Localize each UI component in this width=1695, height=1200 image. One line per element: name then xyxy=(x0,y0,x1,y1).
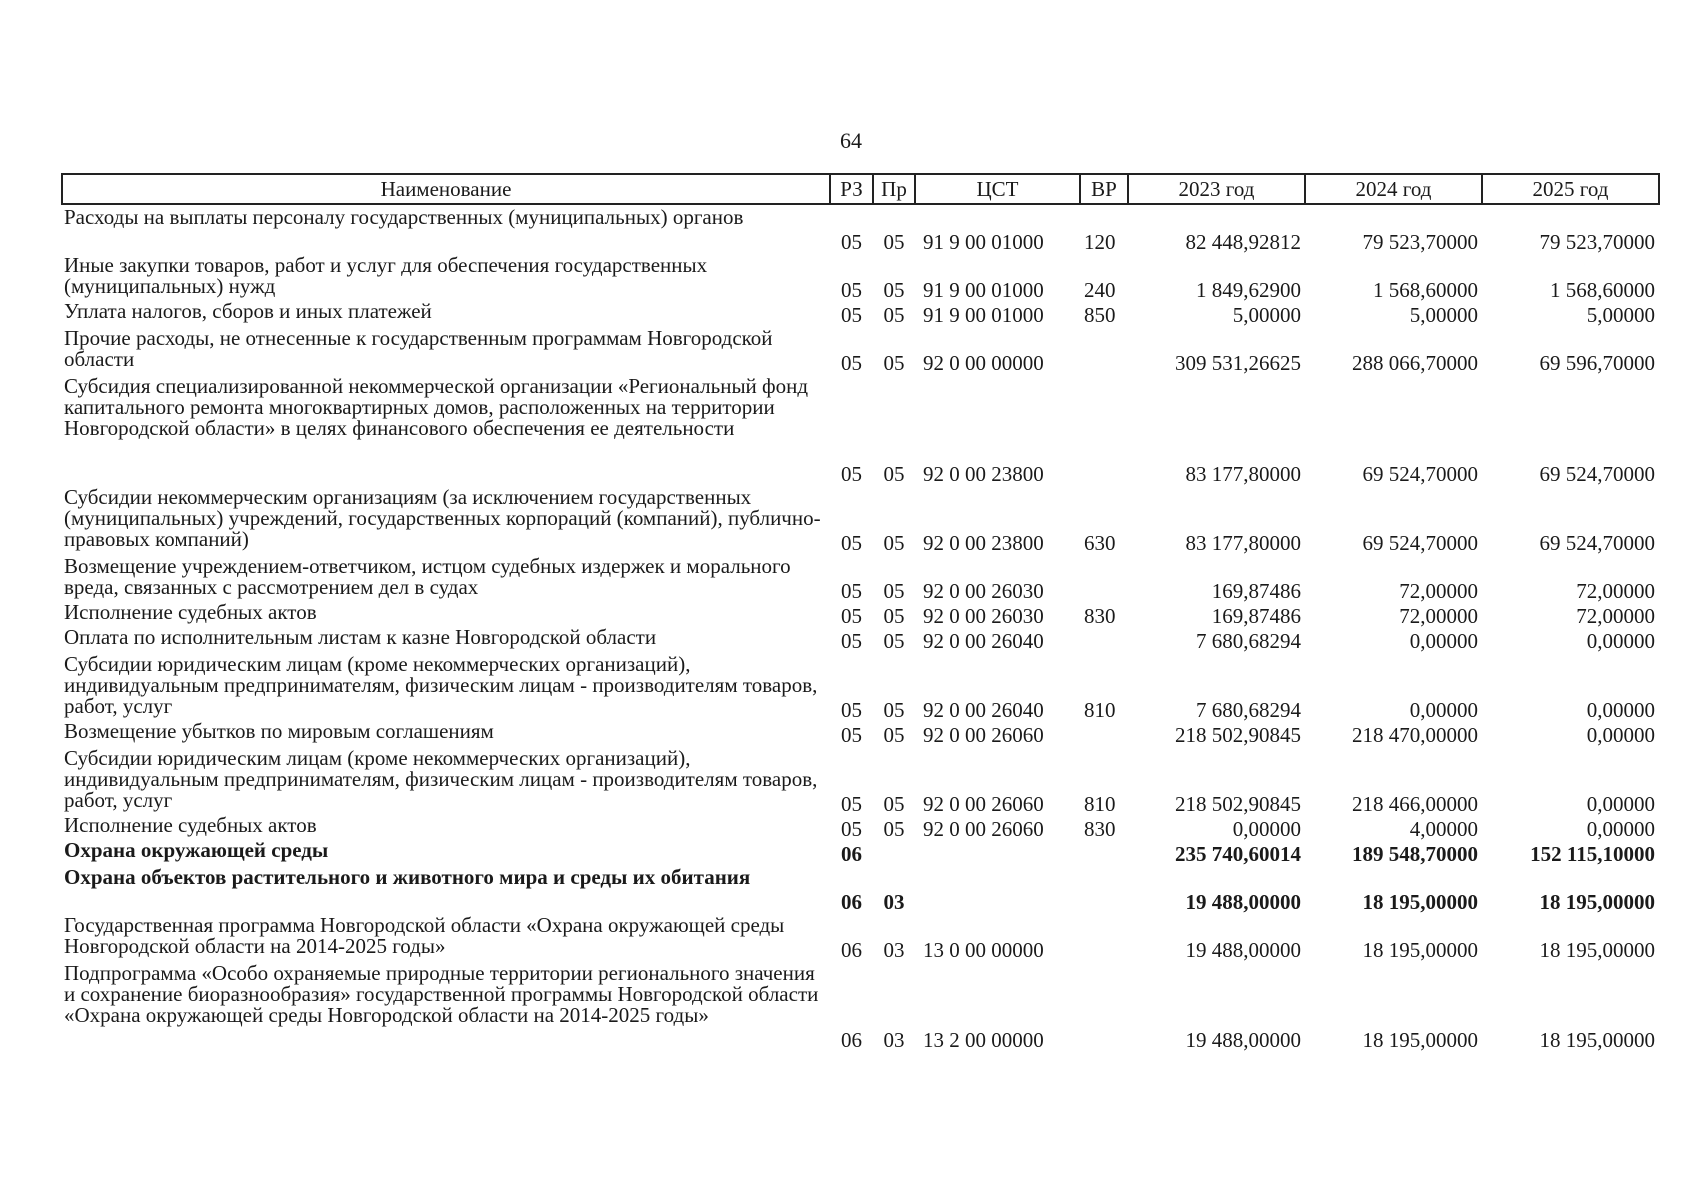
row-cst: 13 0 00 00000 xyxy=(923,938,1044,962)
row-2025: 0,00000 xyxy=(1586,629,1655,653)
table-row xyxy=(62,815,1659,840)
row-name: Субсидия специализированной некоммерческой организации «Региональный фонд капитального ремонта многоквартирных домов, расположенных на территории Новгородской области» в целях финансового обеспечения ее деятельности xyxy=(64,374,809,440)
row-2025: 18 195,00000 xyxy=(1539,1028,1655,1052)
table-row xyxy=(62,485,1659,554)
row-name: Уплата налогов, сборов и иных платежей xyxy=(64,299,432,323)
row-name: Исполнение судебных актов xyxy=(64,600,317,624)
row-2023: 309 531,26625 xyxy=(1175,351,1301,375)
row-rz: 05 xyxy=(841,230,862,254)
row-2023: 19 488,00000 xyxy=(1185,1028,1301,1052)
row-pr: 05 xyxy=(883,531,905,555)
row-2024: 288 066,70000 xyxy=(1352,351,1478,375)
row-2023: 0,00000 xyxy=(1232,817,1301,841)
row-pr: 05 xyxy=(883,792,905,816)
row-rz: 05 xyxy=(841,278,862,302)
row-2025: 0,00000 xyxy=(1586,817,1655,841)
row-vr: 810 xyxy=(1084,792,1116,816)
row-name: Охрана объектов растительного и животного мира и среды их обитания xyxy=(64,865,751,889)
table-row xyxy=(62,554,1659,602)
row-rz: 05 xyxy=(841,629,862,653)
row-rz: 05 xyxy=(841,604,862,628)
row-name: Охрана окружающей среды xyxy=(64,838,329,862)
row-pr: 03 xyxy=(883,890,905,914)
row-name: Иные закупки товаров, работ и услуг для обеспечения государственных (муниципальных) нужд xyxy=(64,253,708,298)
row-rz: 06 xyxy=(841,938,862,962)
row-2024: 218 466,00000 xyxy=(1352,792,1478,816)
row-vr xyxy=(1080,374,1128,485)
row-cst: 92 0 00 26060 xyxy=(923,723,1044,747)
row-rz: 05 xyxy=(841,792,862,816)
table-row xyxy=(62,253,1659,301)
row-2025: 18 195,00000 xyxy=(1539,890,1655,914)
row-2024: 189 548,70000 xyxy=(1352,842,1478,866)
row-vr xyxy=(1080,840,1128,865)
row-rz: 05 xyxy=(841,462,862,486)
row-pr: 03 xyxy=(883,938,905,962)
row-vr xyxy=(1080,326,1128,374)
row-cst: 92 0 00 26060 xyxy=(923,817,1044,841)
table-row xyxy=(62,326,1659,374)
row-rz: 05 xyxy=(841,303,862,327)
table-row xyxy=(62,961,1659,1051)
row-rz: 05 xyxy=(841,723,862,747)
row-vr xyxy=(1080,961,1128,1051)
row-cst: 91 9 00 01000 xyxy=(923,303,1044,327)
row-vr: 810 xyxy=(1084,698,1116,722)
header-cst: ЦСТ xyxy=(915,174,1080,204)
row-name: Субсидии юридическим лицам (кроме некоммерческих организаций), индивидуальным предпринимателям, физическим лицам - производителям товаров, работ, услуг xyxy=(64,746,818,812)
row-2025: 1 568,60000 xyxy=(1550,278,1655,302)
row-vr: 120 xyxy=(1084,230,1116,254)
row-2023: 7 680,68294 xyxy=(1196,698,1301,722)
header-name: Наименование xyxy=(62,174,830,204)
row-2025: 79 523,70000 xyxy=(1539,230,1655,254)
row-vr: 630 xyxy=(1084,531,1116,555)
row-vr xyxy=(1080,627,1128,652)
row-cst: 13 2 00 00000 xyxy=(923,1028,1044,1052)
row-2023: 5,00000 xyxy=(1232,303,1301,327)
header-2024: 2024 год xyxy=(1305,174,1482,204)
row-2023: 169,87486 xyxy=(1211,604,1301,628)
row-cst: 92 0 00 23800 xyxy=(923,462,1044,486)
table-row xyxy=(62,204,1659,253)
row-2025: 0,00000 xyxy=(1586,723,1655,747)
row-2023: 19 488,00000 xyxy=(1185,890,1301,914)
table-row xyxy=(62,721,1659,746)
table-row xyxy=(62,602,1659,627)
table-row xyxy=(62,746,1659,815)
row-cst: 92 0 00 26040 xyxy=(923,629,1044,653)
row-pr: 03 xyxy=(883,1028,905,1052)
table-row xyxy=(62,301,1659,326)
row-cst: 92 0 00 00000 xyxy=(923,351,1044,375)
row-name: Оплата по исполнительным листам к казне Новгородской области xyxy=(64,625,657,649)
row-2023: 169,87486 xyxy=(1211,579,1301,603)
row-2025: 18 195,00000 xyxy=(1539,938,1655,962)
row-name: Возмещение учреждением-ответчиком, истцом судебных издержек и морального вреда, связанных с рассмотрением дел в судах xyxy=(64,554,791,599)
row-rz: 05 xyxy=(841,531,862,555)
row-2023: 1 849,62900 xyxy=(1196,278,1301,302)
header-row xyxy=(62,174,1659,204)
table-row xyxy=(62,652,1659,721)
row-2024: 5,00000 xyxy=(1409,303,1478,327)
row-2025: 69 524,70000 xyxy=(1539,462,1655,486)
row-2023: 83 177,80000 xyxy=(1185,462,1301,486)
row-2023: 7 680,68294 xyxy=(1196,629,1301,653)
row-vr: 830 xyxy=(1084,817,1116,841)
row-name: Исполнение судебных актов xyxy=(64,813,317,837)
row-2025: 72,00000 xyxy=(1576,579,1655,603)
row-vr: 850 xyxy=(1084,303,1116,327)
row-2024: 0,00000 xyxy=(1409,698,1478,722)
row-pr: 05 xyxy=(883,817,905,841)
header-rz: РЗ xyxy=(830,174,873,204)
row-pr: 05 xyxy=(883,462,905,486)
row-rz: 06 xyxy=(841,842,862,866)
row-pr xyxy=(873,840,915,865)
row-2024: 0,00000 xyxy=(1409,629,1478,653)
row-2024: 72,00000 xyxy=(1399,579,1478,603)
row-rz: 06 xyxy=(841,890,862,914)
row-pr: 05 xyxy=(883,629,905,653)
header-2023: 2023 год xyxy=(1128,174,1305,204)
table-row xyxy=(62,913,1659,961)
row-2025: 72,00000 xyxy=(1576,604,1655,628)
row-cst: 91 9 00 01000 xyxy=(923,278,1044,302)
row-2024: 18 195,00000 xyxy=(1362,938,1478,962)
table-row xyxy=(62,865,1659,913)
header-vr: ВР xyxy=(1080,174,1128,204)
row-rz: 06 xyxy=(841,1028,862,1052)
row-2024: 79 523,70000 xyxy=(1362,230,1478,254)
row-2025: 69 524,70000 xyxy=(1539,531,1655,555)
row-pr: 05 xyxy=(883,604,905,628)
row-2024: 69 524,70000 xyxy=(1362,462,1478,486)
row-pr: 05 xyxy=(883,303,905,327)
row-rz: 05 xyxy=(841,351,862,375)
row-pr: 05 xyxy=(883,579,905,603)
row-2024: 218 470,00000 xyxy=(1352,723,1478,747)
row-2025: 152 115,10000 xyxy=(1530,842,1655,866)
header-pr: Пр xyxy=(873,174,915,204)
row-2023: 218 502,90845 xyxy=(1175,792,1301,816)
row-name: Субсидии юридическим лицам (кроме некоммерческих организаций), индивидуальным предпринимателям, физическим лицам - производителям товаров, работ, услуг xyxy=(64,652,818,718)
row-vr xyxy=(1080,554,1128,602)
row-cst: 91 9 00 01000 xyxy=(923,230,1044,254)
row-cst xyxy=(915,840,1080,865)
table-row xyxy=(62,840,1659,865)
row-pr: 05 xyxy=(883,230,905,254)
row-rz: 05 xyxy=(841,579,862,603)
table-row xyxy=(62,627,1659,652)
row-pr: 05 xyxy=(883,698,905,722)
row-2025: 0,00000 xyxy=(1586,792,1655,816)
row-cst: 92 0 00 26030 xyxy=(923,604,1044,628)
row-pr: 05 xyxy=(883,278,905,302)
row-2024: 18 195,00000 xyxy=(1362,1028,1478,1052)
row-2023: 218 502,90845 xyxy=(1175,723,1301,747)
row-vr: 240 xyxy=(1084,278,1116,302)
row-rz: 05 xyxy=(841,817,862,841)
row-name: Возмещение убытков по мировым соглашениям xyxy=(64,719,494,743)
row-cst: 92 0 00 26030 xyxy=(923,579,1044,603)
row-2023: 235 740,60014 xyxy=(1175,842,1301,866)
table-row xyxy=(62,374,1659,485)
row-2023: 83 177,80000 xyxy=(1185,531,1301,555)
row-2024: 72,00000 xyxy=(1399,604,1478,628)
page-number: 64 xyxy=(840,128,862,153)
row-cst: 92 0 00 26060 xyxy=(923,792,1044,816)
row-cst: 92 0 00 23800 xyxy=(923,531,1044,555)
header-2025: 2025 год xyxy=(1482,174,1659,204)
row-name: Подпрограмма «Особо охраняемые природные территории регионального значения и сохранение биоразнообразия» государственной программы Новгородской области «Охрана окружающей среды Новгородской области на 2014-2025 годы» xyxy=(64,961,819,1027)
row-name: Прочие расходы, не отнесенные к государственным программам Новгородской области xyxy=(64,326,773,371)
row-2023: 19 488,00000 xyxy=(1185,938,1301,962)
row-name: Государственная программа Новгородской области «Охрана окружающей среды Новгородской области на 2014-2025 годы» xyxy=(64,913,785,958)
budget-table xyxy=(61,173,1660,1051)
row-pr: 05 xyxy=(883,723,905,747)
row-name: Расходы на выплаты персоналу государственных (муниципальных) органов xyxy=(64,205,744,229)
row-pr: 05 xyxy=(883,351,905,375)
row-2023: 82 448,92812 xyxy=(1185,230,1301,254)
row-2024: 18 195,00000 xyxy=(1362,890,1478,914)
row-2025: 5,00000 xyxy=(1586,303,1655,327)
row-2025: 0,00000 xyxy=(1586,698,1655,722)
row-2024: 69 524,70000 xyxy=(1362,531,1478,555)
row-2024: 4,00000 xyxy=(1409,817,1478,841)
row-name: Субсидии некоммерческим организациям (за исключением государственных (муниципальных) учреждений, государственных корпораций (компаний), публично-правовых компаний) xyxy=(64,485,821,551)
row-rz: 05 xyxy=(841,698,862,722)
row-2024: 1 568,60000 xyxy=(1373,278,1478,302)
row-vr xyxy=(1080,913,1128,961)
row-vr xyxy=(1080,721,1128,746)
row-cst xyxy=(915,865,1080,913)
row-vr xyxy=(1080,865,1128,913)
row-2025: 69 596,70000 xyxy=(1539,351,1655,375)
row-vr: 830 xyxy=(1084,604,1116,628)
row-cst: 92 0 00 26040 xyxy=(923,698,1044,722)
